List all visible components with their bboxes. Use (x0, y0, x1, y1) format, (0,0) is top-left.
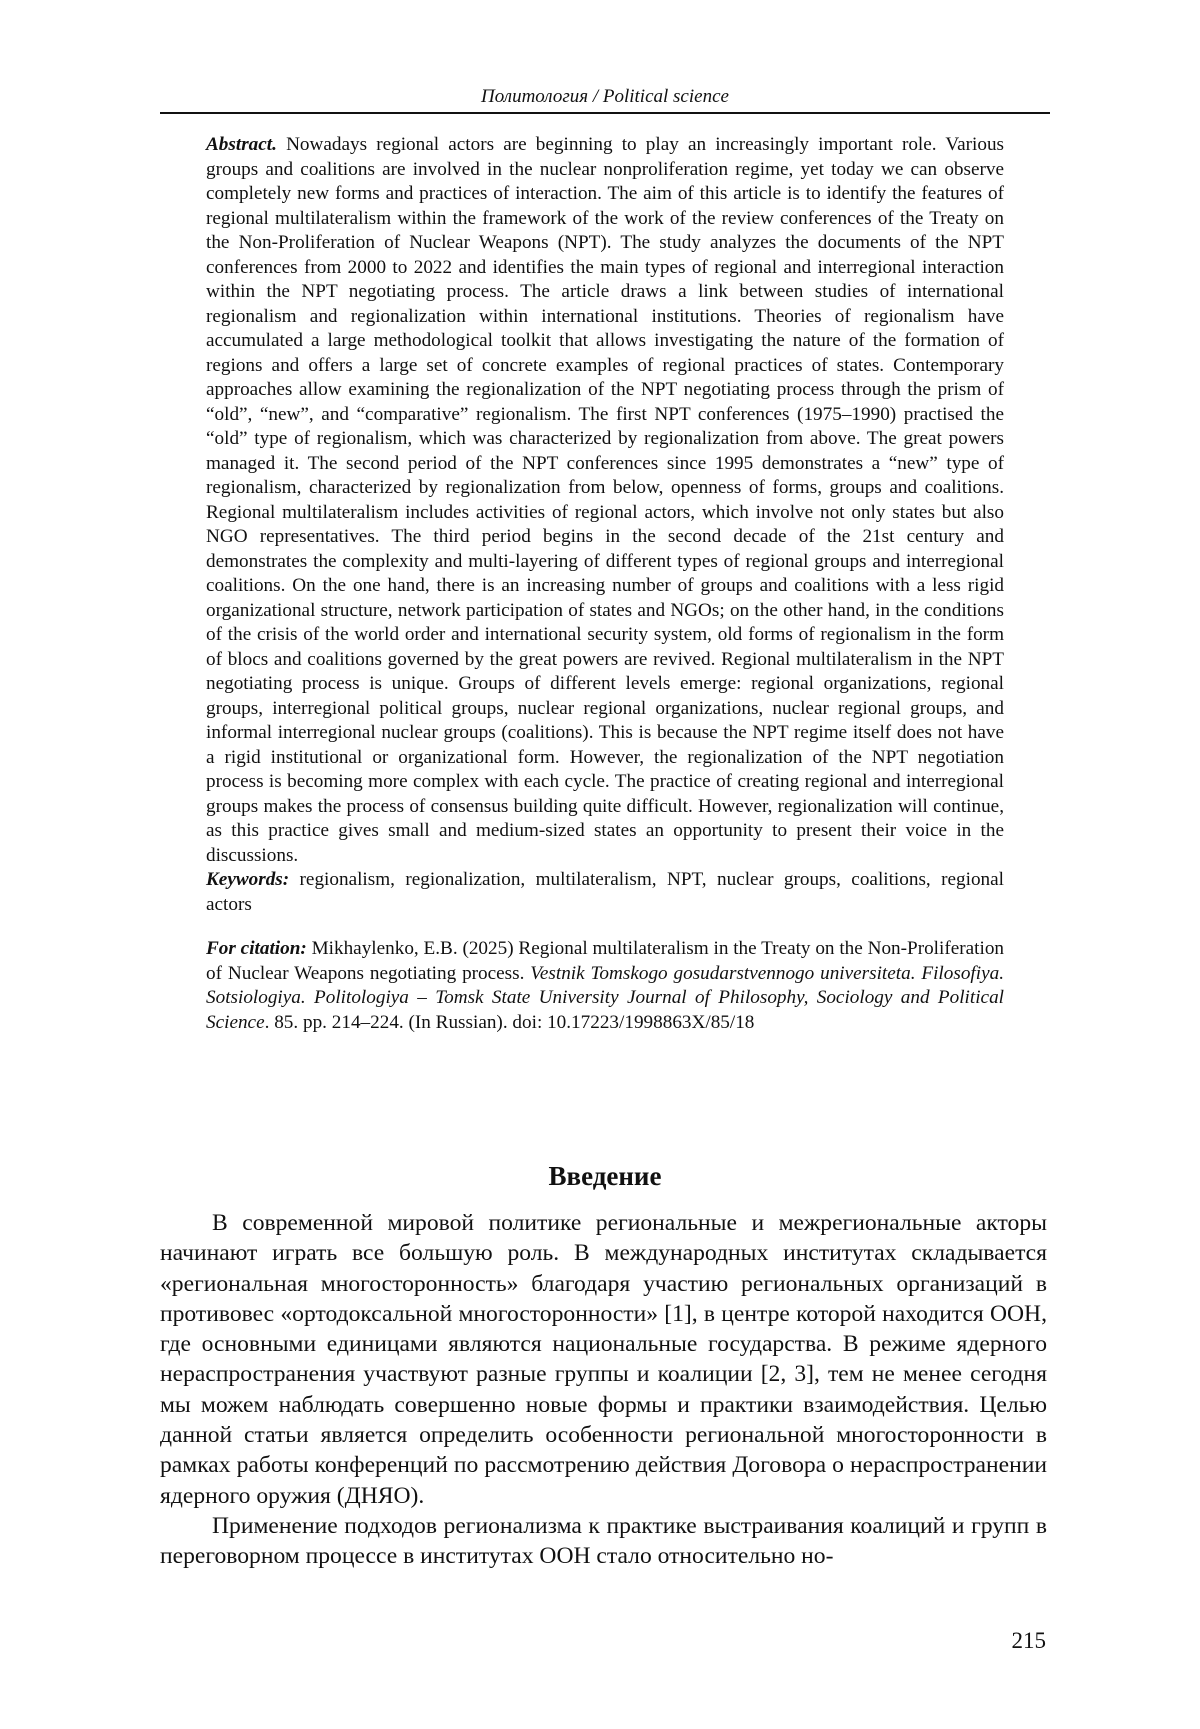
section-title: Введение (548, 1161, 662, 1191)
abstract-paragraph (206, 133, 1004, 868)
keywords-text: regionalism, regionalization, multilateralism, NPT, nuclear groups, coalitions, regional actors (206, 869, 1004, 915)
body-text (160, 1208, 1047, 1572)
abstract-text: Nowadays regional actors are beginning to play an increasingly important role. Various groups and coalitions are involved in the nuclear nonproliferation regime, yet today we can observe completely new forms and practices of interaction. The aim of this article is to identify the features of regional multilateralism within the framework of the work of the review conferences of the Treaty on the Non-Proliferation of Nuclear Weapons (NPT). The study analyzes the documents of the NPT conferences from 2000 to 2022 and identifies the main types of regional and interregional interaction within the NPT negotiating process. The article draws a link between studies of international regionalism and regionalization within international institutions. Theories of regionalism have accumulated a large methodological toolkit that allows investigating the nature of the formation of regions and offers a large set of concrete examples of regional practices of states. Contemporary approaches allow examining the regionalization of the NPT negotiating process through the prism of “old”, “new”, and “comparative” regionalism. The first NPT conferences (1975–1990) practised the “old” type of regionalism, which was characterized by regionalization from above. The great powers managed it. The second period of the NPT conferences since 1995 demonstrates a “new” type of regionalism, characterized by regionalization from below, openness of forms, groups and coalitions. Regional multilateralism includes activities of regional actors, which involve not only states but also NGO representatives. The third period begins in the second decade of the 21st century and demonstrates the complexity and multi-layering of different types of regional groups and interregional coalitions. On the one hand, there is an increasing number of groups and coalitions with a less rigid organizational structure, network participation of states and NGOs; on the other hand, in the conditions of the crisis of the world order and international security system, old forms of regionalism in the form of blocs and coalitions governed by the great powers are revived. Regional multilateralism in the NPT negotiating process is unique. Groups of different levels emerge: regional organizations, regional groups, interregional political groups, nuclear regional organizations, nuclear regional groups, and informal interregional nuclear groups (coalitions). This is because the NPT regime itself does not have a rigid institutional or organizational form. However, the regionalization of the NPT negotiation process is becoming more complex with each cycle. The practice of creating regional and interregional groups makes the process of consensus building quite difficult. However, regionalization will continue, as this practice gives small and medium-sized states an opportunity to present their voice in the discussions. (206, 134, 1005, 866)
citation-paragraph (206, 937, 1004, 1035)
abstract-block (206, 133, 1004, 1035)
keywords-paragraph (206, 868, 1004, 917)
body-paragraph-1: В современной мировой политике региональные и межрегиональные акторы начинают играть все большую роль. В международных институтах складывается «региональная многосторонность» благодаря участию региональных организаций в противовес «ортодоксальной многосторонности» [1], в центре которой находится ООН, где основными единицами являются национальные государства. В режиме ядерного нераспространения участвуют разные группы и коалиции [2, 3], тем не менее сегодня мы можем наблюдать совершенно новые формы и практики взаимодействия. Целью данной статьи является определить особенности региональной многосторонности в рамках работы конференций по рассмотрению действия Договора о нераспространении ядерного оружия (ДНЯО). (160, 1210, 1047, 1509)
header-divider (160, 112, 1050, 114)
abstract-label: Abstract. (206, 134, 277, 155)
citation-tail: . 85. pp. 214–224. (In Russian). doi: 10.17223/1998863X/85/18 (264, 1011, 755, 1033)
citation-journal: Vestnik Tomskogo gosudarstvennogo universiteta. Filosofiya. Sotsiologiya. Politologiya – Tomsk State University Journal of Philosophy, Sociology and Political Science (206, 962, 1004, 1033)
running-head: Политология / Political science (481, 86, 729, 107)
citation-label: For citation: (206, 938, 307, 959)
body-paragraph-2: Применение подходов регионализма к практике выстраивания коалиций и групп в переговорном процессе в институтах ООН стало относительно но- (160, 1512, 1047, 1570)
citation-text: Mikhaylenko, E.B. (2025) Regional multilateralism in the Treaty on the Non-Proliferation of Nuclear Weapons negotiating process. (206, 938, 1005, 984)
keywords-label: Keywords: (206, 869, 290, 890)
page-number: 215 (1011, 1628, 1046, 1653)
